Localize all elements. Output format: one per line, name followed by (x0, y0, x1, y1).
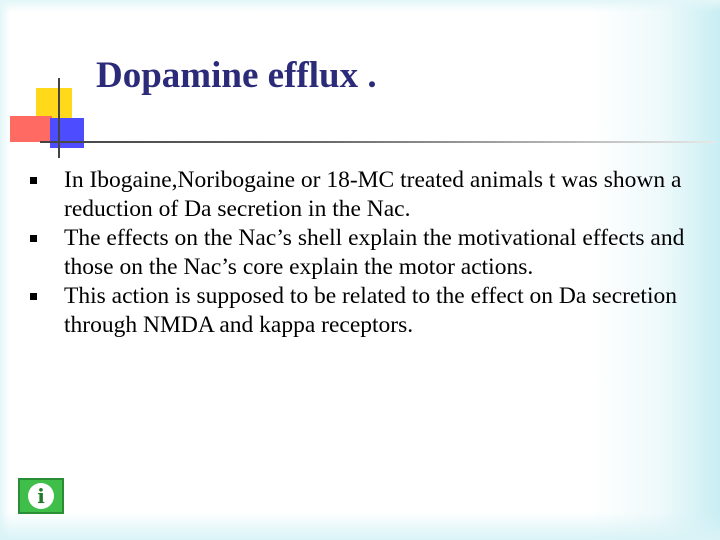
slide-title: Dopamine efflux . (96, 55, 377, 96)
bullet-text: The effects on the Nac’s shell explain the motivational effects and those on the Nac’s core explain the motor actions. (64, 225, 685, 280)
logo-blue-square (50, 118, 84, 148)
logo-red-square (10, 116, 52, 142)
slide-frame-left (0, 0, 10, 540)
bullet-text: This action is supposed to be related to the effect on Da secretion through NMDA and kappa receptors. (64, 283, 677, 338)
logo-vertical-line (58, 78, 60, 158)
slide-frame-bottom (0, 512, 720, 540)
bullet-square-icon (30, 177, 37, 184)
bullet-item (30, 166, 710, 224)
bullet-item (30, 282, 710, 340)
info-icon: i (28, 483, 54, 509)
info-button[interactable] (18, 478, 64, 514)
title-divider (40, 141, 716, 143)
slide-frame-top (0, 0, 720, 12)
bullet-item (30, 224, 710, 282)
bullet-list (30, 166, 710, 340)
bullet-square-icon (30, 235, 37, 242)
bullet-text: In Ibogaine,Noribogaine or 18-MC treated animals t was shown a reduction of Da secretion in the Nac. (64, 167, 682, 222)
bullet-square-icon (30, 293, 37, 300)
